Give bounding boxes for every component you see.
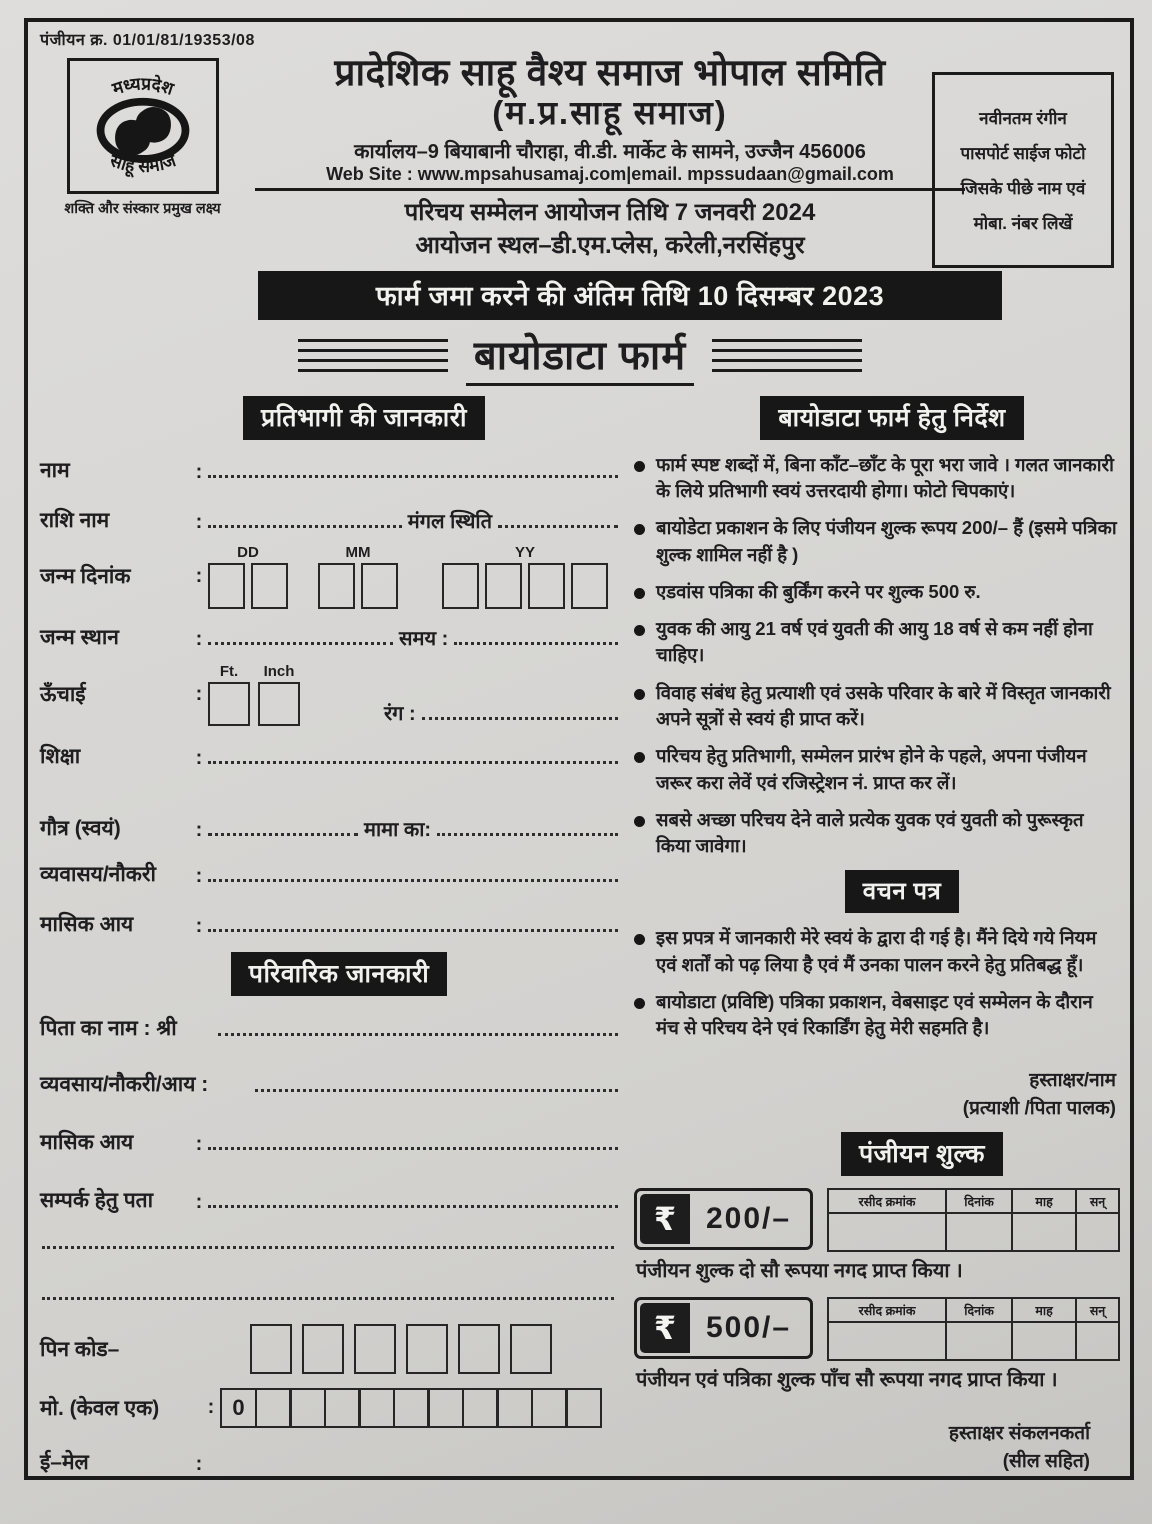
org-title: प्रादेशिक साहू वैश्य समाज भोपाल समिति: [334, 52, 886, 93]
mobile-label: मो. (केवल एक): [40, 1396, 160, 1420]
photo-box-line: जिसके पीछे नाम एवं: [960, 179, 1086, 198]
participant-section-heading: प्रतिभागी की जानकारी: [243, 396, 485, 440]
header-center: [245, 50, 975, 261]
receipt-col-header: रसीद क्रमांक: [828, 1189, 946, 1213]
dob-year-box[interactable]: [571, 563, 608, 609]
height-inch-box[interactable]: [258, 682, 300, 726]
family-occupation-input[interactable]: [255, 1089, 618, 1092]
colon: :: [195, 864, 203, 887]
dob-year-box[interactable]: [485, 563, 522, 609]
address-continuation-line[interactable]: [42, 1246, 614, 1249]
bullet-icon: [634, 461, 645, 472]
form-title-row: [40, 326, 1120, 386]
logo-top-text: मध्यप्रदेश: [109, 73, 176, 99]
colon: :: [195, 1132, 203, 1155]
income-label: मासिक आय: [40, 912, 134, 936]
fee-amount: 200/–: [706, 1202, 792, 1236]
participant-column: [40, 396, 618, 1480]
mobile-digit-box[interactable]: [393, 1388, 430, 1428]
pincode-box[interactable]: [406, 1324, 448, 1374]
receipt-col-header: माह: [1012, 1189, 1076, 1213]
pincode-box[interactable]: [250, 1324, 292, 1374]
fees-heading: पंजीयन शुल्क: [841, 1132, 1003, 1176]
logo-block: [40, 50, 245, 261]
form-header: [40, 50, 1120, 261]
fee-amount: 500/–: [706, 1311, 792, 1345]
pledge-item: [634, 989, 1120, 1042]
website-email: Web Site : www.mpsahusamaj.com|email. mpssudaan@gmail.com: [326, 163, 894, 184]
colon: :: [195, 818, 203, 841]
receipt-col-header: माह: [1012, 1298, 1076, 1322]
height-ft-box[interactable]: [208, 682, 250, 726]
contact-address-input[interactable]: [208, 1205, 618, 1208]
receipt-col-header: सन्: [1076, 1189, 1119, 1213]
pincode-box[interactable]: [302, 1324, 344, 1374]
logo-box: [67, 58, 219, 194]
field-row-education: [40, 742, 618, 770]
form-columns: [40, 396, 1120, 1480]
height-label: ऊँचाई: [40, 683, 86, 707]
form-frame: [24, 18, 1134, 1480]
dob-year-group: [442, 544, 608, 609]
dob-month-box[interactable]: [361, 563, 398, 609]
dob-day-box[interactable]: [251, 563, 288, 609]
photo-instruction-box: [932, 72, 1114, 268]
father-name-input[interactable]: [218, 1033, 618, 1036]
mobile-digit-box[interactable]: [255, 1388, 292, 1428]
photo-box-line: पासपोर्ट साईज फोटो: [960, 144, 1086, 163]
time-input[interactable]: [454, 642, 618, 645]
pincode-label: पिन कोड–: [40, 1337, 120, 1361]
rashi-label: राशि नाम: [40, 508, 110, 532]
rashi-input[interactable]: [208, 525, 402, 528]
mobile-digit-box[interactable]: [289, 1388, 326, 1428]
bullet-icon: [634, 752, 645, 763]
header-divider: [255, 188, 965, 191]
pincode-boxes: [250, 1324, 552, 1374]
logo-bottom-text: साहू समाज: [107, 149, 178, 177]
bullet-icon: [634, 625, 645, 636]
instruction-text: फार्म स्पष्ट शब्दों में, बिना काँट–छाँट के पूरा भरा जावे । गलत जानकारी के लिये प्रतिभागी स्वयं उत्तरदायी होगा। फोटो चिपकाएं।: [656, 453, 1114, 502]
field-row-gotra: [40, 814, 618, 842]
svg-text:मध्यप्रदेश: [108, 73, 176, 99]
family-income-label: मासिक आय: [40, 1130, 134, 1154]
receipt-cell[interactable]: [946, 1322, 1012, 1360]
fee-caption-500: पंजीयन एवं पत्रिका शुल्क पाँच सौ रूपया नगद प्राप्त किया ।: [636, 1369, 1058, 1392]
education-input[interactable]: [208, 761, 618, 764]
occupation-label: व्यवासय/नौकरी: [40, 862, 156, 886]
gotra-label: गौत्र (स्वयं): [40, 816, 121, 840]
fee-caption-200: पंजीयन शुल्क दो सौ रूपया नगद प्राप्त किया ।: [636, 1260, 963, 1283]
deco-lines-right: [712, 339, 862, 373]
family-income-input[interactable]: [208, 1147, 618, 1150]
receipt-table-500: [827, 1297, 1120, 1361]
field-row-family-income: [40, 1128, 618, 1156]
instruction-text: सबसे अच्छा परिचय देने वाले प्रत्येक युवक एवं युवती को पुरूस्कृत किया जावेगा।: [656, 808, 1084, 857]
receipt-table-200: [827, 1188, 1120, 1252]
receipt-col-header: दिनांक: [946, 1189, 1012, 1213]
instruction-item: [634, 743, 1120, 796]
income-input[interactable]: [208, 929, 618, 932]
receipt-col-header: सन्: [1076, 1298, 1119, 1322]
office-address: कार्यालय–9 बियाबानी चौराहा, वी.डी. मार्केट के सामने, उज्जैन 456006: [354, 140, 866, 163]
field-row-contact-address: [40, 1186, 618, 1214]
receipt-cell[interactable]: [1076, 1322, 1119, 1360]
ft-label: Ft.: [219, 662, 239, 680]
colon: :: [195, 460, 203, 483]
field-row-mobile: [40, 1388, 618, 1428]
instruction-text: परिचय हेतु प्रतिभागी, सम्मेलन प्रारंभ होने के पहले, अपना पंजीयन जरूर करा लेवें एवं रजिस्ट्रेशन नं. प्राप्त कर लें।: [656, 745, 1087, 793]
mm-label: MM: [345, 543, 371, 561]
colon: :: [207, 1396, 215, 1419]
instruction-text: एडवांस पत्रिका की बुर्किंग करने पर शुल्क 500 रु.: [656, 580, 981, 602]
fee-badge-500: [634, 1297, 813, 1359]
fee-badge-200: [634, 1188, 813, 1250]
dob-year-box[interactable]: [528, 563, 565, 609]
instruction-text: युवक की आयु 21 वर्ष एवं युवती की आयु 18 वर्ष से कम नहीं होना चाहिए।: [656, 618, 1093, 666]
field-row-birthplace: [40, 623, 618, 651]
gotra-input[interactable]: [208, 833, 358, 836]
height-ft-group: [208, 663, 250, 726]
field-row-dob: [40, 544, 618, 609]
email-label: ई–मेल: [40, 1450, 89, 1474]
field-row-father-name: [40, 1014, 618, 1042]
rupee-icon: ₹: [640, 1303, 690, 1353]
logo-tagline: शक्ति और संस्कार प्रमुख लक्ष्य: [64, 201, 221, 217]
receipt-cell[interactable]: [1012, 1322, 1076, 1360]
birthplace-label: जन्म स्थान: [40, 625, 119, 649]
instruction-item: [634, 452, 1120, 505]
mobile-digit-box[interactable]: 0: [220, 1388, 257, 1428]
field-row-family-occupation: [40, 1070, 618, 1098]
society-logo-icon: [70, 61, 216, 191]
bullet-icon: [634, 689, 645, 700]
bullet-icon: [634, 588, 645, 599]
receipt-col-header: रसीद क्रमांक: [828, 1298, 946, 1322]
dob-day-group: [208, 544, 288, 609]
bullet-icon: [634, 998, 645, 1009]
mobile-digit-box[interactable]: [565, 1388, 602, 1428]
field-row-rashi: [40, 506, 618, 534]
signature-label: हस्ताक्षर/नाम: [1029, 1070, 1116, 1092]
instructions-column: [634, 396, 1120, 1480]
dd-label: DD: [237, 543, 259, 561]
photo-box-line: मोबा. नंबर लिखें: [973, 214, 1073, 233]
dob-month-group: [318, 544, 398, 609]
pincode-box[interactable]: [458, 1324, 500, 1374]
mobile-digit-box[interactable]: [427, 1388, 464, 1428]
mobile-digit-box[interactable]: [531, 1388, 568, 1428]
field-row-income: [40, 910, 618, 938]
colon: :: [195, 627, 203, 650]
fee-row-500: [634, 1297, 1120, 1361]
field-row-email: [40, 1448, 618, 1476]
dob-day-box[interactable]: [208, 563, 245, 609]
collector-signature-block[interactable]: [634, 1420, 1090, 1475]
instruction-text: बायोडेटा प्रकाशन के लिए पंजीयन शुल्क रूपय 200/– हैं (इसमे पत्रिका शुल्क शामिल नहीं है ): [656, 517, 1117, 565]
bullet-icon: [634, 934, 645, 945]
colon: :: [195, 914, 203, 937]
mangal-label: मंगल स्थिति: [407, 510, 492, 533]
complexion-input[interactable]: [422, 717, 618, 720]
pincode-box[interactable]: [510, 1324, 552, 1374]
bullet-icon: [634, 524, 645, 535]
pledge-text: इस प्रपत्र में जानकारी मेरे स्वयं के द्वारा दी गई है। मैंने दिये गये नियम एवं शर्तों को पढ़ लिया है एवं मैं उनका पालन करने हेतु प्रतिबद्ध हूँ।: [656, 927, 1097, 975]
receipt-cell[interactable]: [828, 1213, 946, 1251]
instruction-item: [634, 515, 1120, 568]
contact-address-label: सम्पर्क हेतु पता: [40, 1188, 154, 1212]
event-date: परिचय सम्मेलन आयोजन तिथि 7 जनवरी 2024: [404, 198, 816, 226]
occupation-input[interactable]: [208, 879, 618, 882]
pledge-item: [634, 925, 1120, 978]
collector-signature-sublabel: (सील सहित): [1002, 1451, 1090, 1472]
bullet-icon: [634, 816, 645, 827]
instruction-text: विवाह संबंध हेतु प्रत्याशी एवं उसके परिवार के बारे में विस्तृत जानकारी अपने सूत्रों से स्वयं ही प्राप्त करें।: [656, 681, 1111, 729]
deadline-banner: फार्म जमा करने की अंतिम तिथि 10 दिसम्बर 2023: [258, 271, 1002, 320]
mobile-digit-box[interactable]: [358, 1388, 395, 1428]
receipt-cell[interactable]: [946, 1213, 1012, 1251]
field-row-height: [40, 663, 618, 726]
instruction-item: [634, 616, 1120, 669]
photo-box-line: नवीनतम रंगीन: [979, 109, 1067, 128]
mama-gotra-label: मामा का:: [364, 818, 432, 841]
pledge-heading: वचन पत्र: [845, 870, 959, 913]
colon: :: [195, 510, 203, 533]
pincode-box[interactable]: [354, 1324, 396, 1374]
receipt-col-header: दिनांक: [946, 1298, 1012, 1322]
family-occupation-label: व्यवसाय/नौकरी/आय :: [40, 1072, 209, 1096]
colon: :: [195, 746, 203, 769]
name-label: नाम: [40, 458, 70, 482]
field-row-name: [40, 456, 618, 484]
mobile-digit-box[interactable]: [324, 1388, 361, 1428]
address-continuation-line[interactable]: [42, 1297, 614, 1300]
field-row-occupation: [40, 860, 618, 888]
colon: :: [195, 682, 203, 705]
family-section-heading: परिवारिक जानकारी: [231, 952, 447, 996]
instruction-item: [634, 807, 1120, 860]
org-subtitle: (म.प्र.साहू समाज): [492, 93, 728, 131]
fee-row-200: [634, 1188, 1120, 1252]
instruction-item: [634, 680, 1120, 733]
mobile-digit-box[interactable]: [496, 1388, 533, 1428]
inch-label: Inch: [263, 662, 295, 680]
height-inch-group: [258, 663, 300, 726]
form-title: बायोडाटा फार्म: [466, 326, 694, 386]
time-label: समय :: [399, 627, 449, 650]
receipt-cell[interactable]: [1076, 1213, 1119, 1251]
birthplace-input[interactable]: [208, 642, 393, 645]
event-venue: आयोजन स्थल–डी.एम.प्लेस, करेली,नरसिंहपुर: [415, 231, 805, 259]
colon: :: [195, 1190, 203, 1213]
rupee-icon: ₹: [640, 1194, 690, 1244]
complexion-label: रंग :: [384, 702, 416, 725]
hands-icon: [115, 107, 171, 155]
mobile-digit-box[interactable]: [462, 1388, 499, 1428]
dob-label: जन्म दिनांक: [40, 565, 131, 589]
collector-signature-label: हस्ताक्षर संकलनकर्ता: [948, 1423, 1090, 1445]
colon: :: [195, 1452, 203, 1475]
yy-label: YY: [514, 543, 535, 561]
receipt-cell[interactable]: [1012, 1213, 1076, 1251]
mobile-boxes: [220, 1388, 602, 1428]
receipt-cell[interactable]: [828, 1322, 946, 1360]
colon: :: [195, 564, 203, 587]
applicant-signature-block[interactable]: [634, 1067, 1116, 1122]
instruction-item: [634, 579, 1120, 605]
education-label: शिक्षा: [40, 744, 81, 768]
registration-number: पंजीयन क्र. 01/01/81/19353/08: [40, 32, 255, 49]
mangal-input[interactable]: [498, 525, 618, 528]
mama-gotra-input[interactable]: [437, 833, 618, 836]
instructions-heading: बायोडाटा फार्म हेतु निर्देश: [760, 396, 1023, 440]
signature-sublabel: (प्रत्याशी /पिता पालक): [962, 1097, 1116, 1119]
name-input[interactable]: [208, 475, 618, 478]
dob-month-box[interactable]: [318, 563, 355, 609]
pledge-text: बायोडाटा (प्रविष्टि) पत्रिका प्रकाशन, वेबसाइट एवं सम्मेलन के दौरान मंच से परिचय देने एवं रिकार्डिंग हेतु मेरी सहमति है।: [656, 990, 1093, 1039]
svg-text:साहू समाज: [106, 150, 178, 179]
deco-lines-left: [298, 339, 448, 373]
field-row-pincode: [40, 1324, 618, 1374]
dob-year-box[interactable]: [442, 563, 479, 609]
father-name-label: पिता का नाम : श्री: [40, 1016, 177, 1040]
